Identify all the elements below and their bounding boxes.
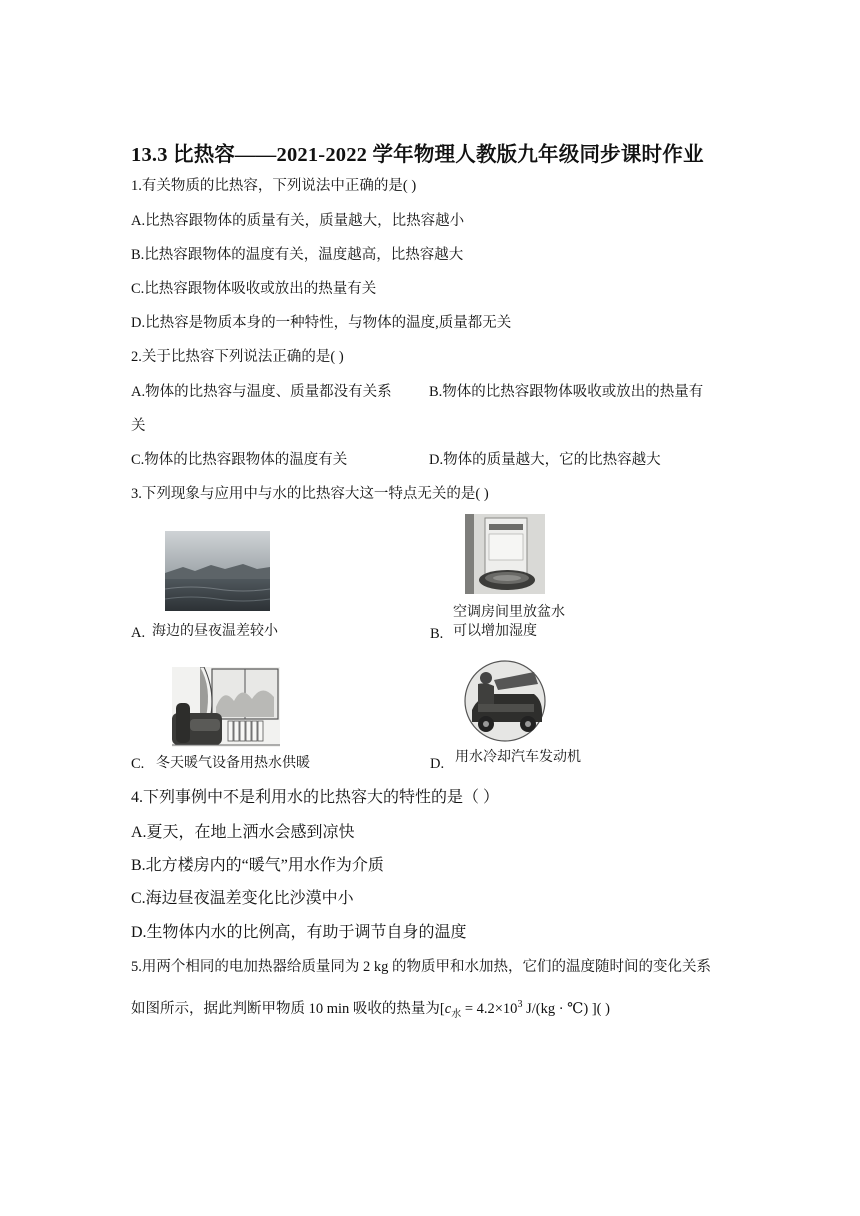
question-3-option-c-letter: C.	[131, 756, 145, 772]
question-3-option-b-caption-line-1: 空调房间里放盆水	[453, 604, 565, 620]
question-2-option-d: D.物体的质量越大，它的比热容越大	[429, 452, 661, 468]
question-5-line-1: 5.用两个相同的电加热器给质量同为 2 kg 的物质甲和水加热，它们的温度随时间的变化关系	[131, 959, 711, 975]
question-4-stem: 4.下列事例中不是利用水的比热容大的特性的是（ ）	[131, 789, 500, 806]
question-2-option-b: B.物体的比热容跟物体吸收或放出的热量有	[429, 384, 704, 400]
question-4-option-a: A.夏天，在地上洒水会感到凉快	[131, 824, 355, 841]
specific-heat-unit: J/(kg · ℃) ]( )	[522, 1001, 610, 1017]
question-1-option-d: D.比热容是物质本身的一种特性，与物体的温度,质量都无关	[131, 315, 512, 331]
specific-heat-subscript: 水	[451, 1008, 462, 1020]
question-3-option-b-caption-line-2: 可以增加湿度	[453, 623, 537, 639]
question-4-option-b: B.北方楼房内的“暖气”用水作为介质	[131, 857, 384, 874]
question-4-option-c: C.海边昼夜温差变化比沙漠中小	[131, 890, 354, 907]
car-engine-photo	[464, 660, 546, 742]
question-3-option-a-letter: A.	[131, 625, 146, 641]
question-3-option-c-caption: 冬天暖气设备用热水供暖	[156, 755, 310, 771]
question-5-line-2-prefix: 如图所示，据此判断甲物质 10 min 吸收的热量为[	[131, 1001, 445, 1017]
page-title: 13.3 比热容——2021-2022 学年物理人教版九年级同步课时作业	[131, 144, 704, 166]
question-3-stem: 3.下列现象与应用中与水的比热容大这一特点无关的是( )	[131, 486, 489, 502]
question-3-option-a-caption: 海边的昼夜温差较小	[152, 623, 278, 639]
question-1-option-b: B.比热容跟物体的温度有关，温度越高，比热容越大	[131, 247, 464, 263]
seaside-photo	[165, 531, 270, 611]
air-conditioner-basin-photo	[465, 514, 545, 594]
question-1-stem: 1.有关物质的比热容，下列说法中正确的是( )	[131, 178, 417, 194]
question-5-line-2	[131, 999, 610, 1019]
specific-heat-symbol: c	[444, 1001, 452, 1017]
question-3-option-b-letter: B.	[430, 626, 444, 642]
radiator-room-photo	[172, 667, 280, 747]
specific-heat-exponent: 3	[517, 999, 523, 1011]
specific-heat-value: = 4.2×10	[461, 1001, 518, 1017]
question-1-option-a: A.比热容跟物体的质量有关，质量越大，比热容越小	[131, 213, 465, 229]
question-3-option-d-caption: 用水冷却汽车发动机	[455, 749, 581, 765]
question-2-option-a: A.物体的比热容与温度、质量都没有关系	[131, 384, 392, 400]
question-2-option-c: C.物体的比热容跟物体的温度有关	[131, 452, 348, 468]
question-3-option-d-letter: D.	[430, 756, 445, 772]
question-2-stem: 2.关于比热容下列说法正确的是( )	[131, 349, 344, 365]
question-2-option-b-continued: 关	[131, 418, 146, 434]
question-4-option-d: D.生物体内水的比例高，有助于调节自身的温度	[131, 924, 467, 941]
question-1-option-c: C.比热容跟物体吸收或放出的热量有关	[131, 281, 377, 297]
